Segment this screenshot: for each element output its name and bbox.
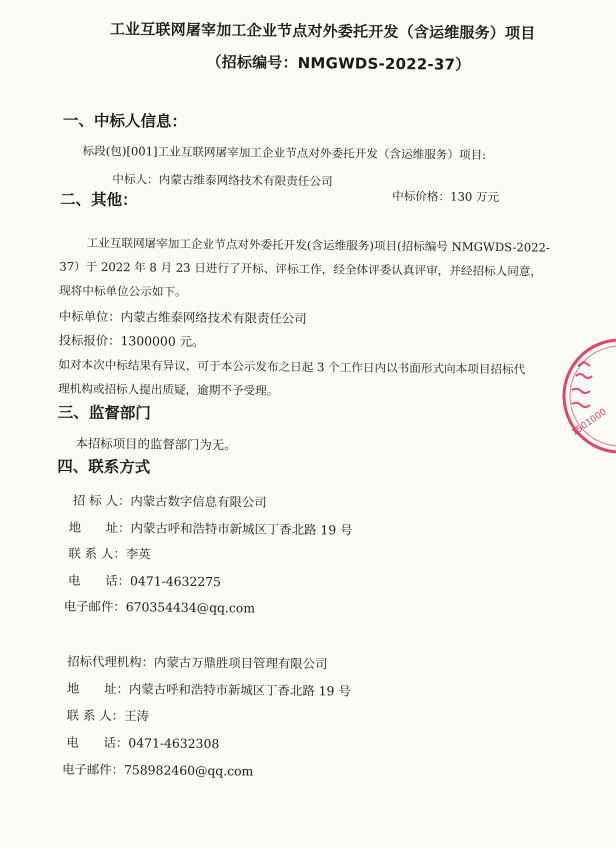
winner-unit-row xyxy=(59,310,307,325)
agency-org-label: 招标代理机构： xyxy=(67,653,155,670)
agency-org-value: 内蒙古万鼎胜项目管理有限公司 xyxy=(153,654,328,672)
tenderer-contact-value: 李英 xyxy=(125,546,151,562)
agency-contact-label: 联 系 人： xyxy=(66,707,125,724)
paragraph-line: 37）于 2022 年 8 月 23 日进行了开标、评标工作，经全体评委认真评审，并经招标人同意， xyxy=(59,259,543,279)
agency-contact-value: 王涛 xyxy=(124,708,149,724)
tenderer-address-label: 地 址： xyxy=(68,519,131,536)
tenderer-contact-row xyxy=(68,545,151,562)
bid-price-row xyxy=(59,334,205,348)
section-heading-winner-info: 一、中标人信息： xyxy=(62,111,188,131)
supervision-text: 本招标项目的监督部门为无。 xyxy=(75,435,237,453)
price-label: 中标价格： xyxy=(392,188,451,204)
seal-digits: 1501000 xyxy=(569,407,609,439)
winner-row xyxy=(112,174,332,188)
agency-address-row xyxy=(66,680,351,699)
agency-email-row xyxy=(62,761,254,779)
winner-unit-label: 中标单位： xyxy=(58,308,121,325)
agency-org-row xyxy=(67,653,328,672)
company-seal-stamp xyxy=(560,336,616,456)
tenderer-org-value: 内蒙古数字信息有限公司 xyxy=(130,493,267,510)
agency-phone-value: 0471-4632308 xyxy=(128,735,220,752)
price-value: 130 万元 xyxy=(450,189,500,205)
agency-phone-label: 电 话： xyxy=(66,734,129,751)
bid-price-value: 1300000 元。 xyxy=(120,333,205,349)
tenderer-org-label: 招 标 人： xyxy=(72,492,131,509)
agency-email-value: 758982460@qq.com xyxy=(123,762,254,779)
agency-address-value: 内蒙古呼和浩特市新城区丁香北路 19 号 xyxy=(128,681,351,699)
section-heading-supervision: 三、监督部门 xyxy=(57,403,151,423)
tenderer-phone-value: 0471-4632275 xyxy=(129,573,222,590)
tenderer-contact-label: 联 系 人： xyxy=(68,545,126,562)
price-row xyxy=(392,188,500,205)
section-heading-contacts: 四、联系方式 xyxy=(57,457,151,477)
tenderer-address-row xyxy=(68,519,353,538)
winner-unit-value: 内蒙古维泰网络技术有限责任公司 xyxy=(120,309,307,327)
tenderer-email-value: 670354434@qq.com xyxy=(125,599,256,616)
tenderer-phone-label: 电 话： xyxy=(68,572,131,589)
tenderer-org-row xyxy=(72,492,267,510)
lot-description: 标段(包)[001]工业互联网屠宰加工企业节点对外委托开发（含运维服务）项目: xyxy=(82,143,487,162)
agency-email-label: 电子邮件： xyxy=(62,761,125,778)
tenderer-phone-row xyxy=(68,572,222,590)
winner-label: 中标人： xyxy=(112,172,159,187)
document-title-line2: （招标编号：NMGWDS-2022-37） xyxy=(206,53,471,74)
bid-price-label: 投标报价： xyxy=(58,332,121,349)
winner-name: 内蒙古维泰网络技术有限责任公司 xyxy=(158,172,333,189)
section-heading-other: 二、其他： xyxy=(59,190,138,210)
objection-line: 如对本次中标结果有异议，可于本公示发布之日起 3 个工作日内以书面形式向本项目招标代 xyxy=(58,357,526,377)
tenderer-email-row xyxy=(63,598,256,616)
document-title-line1: 工业互联网屠宰加工企业节点对外委托开发（含运维服务）项目 xyxy=(109,19,536,43)
tenderer-address-value: 内蒙古呼和浩特市新城区丁香北路 19 号 xyxy=(130,520,353,538)
agency-phone-row xyxy=(66,734,220,752)
objection-line: 理机构或招标人提出质疑，逾期不予受理。 xyxy=(58,381,279,398)
agency-address-label: 地 址： xyxy=(66,680,129,697)
paragraph-line: 现将中标单位公示如下。 xyxy=(59,283,187,299)
tenderer-email-label: 电子邮件： xyxy=(63,598,126,615)
paragraph-line: 工业互联网屠宰加工企业节点对外委托开发(含运维服务)项目(招标编号 NMGWDS-2022- xyxy=(86,235,550,255)
agency-contact-row xyxy=(66,707,149,724)
